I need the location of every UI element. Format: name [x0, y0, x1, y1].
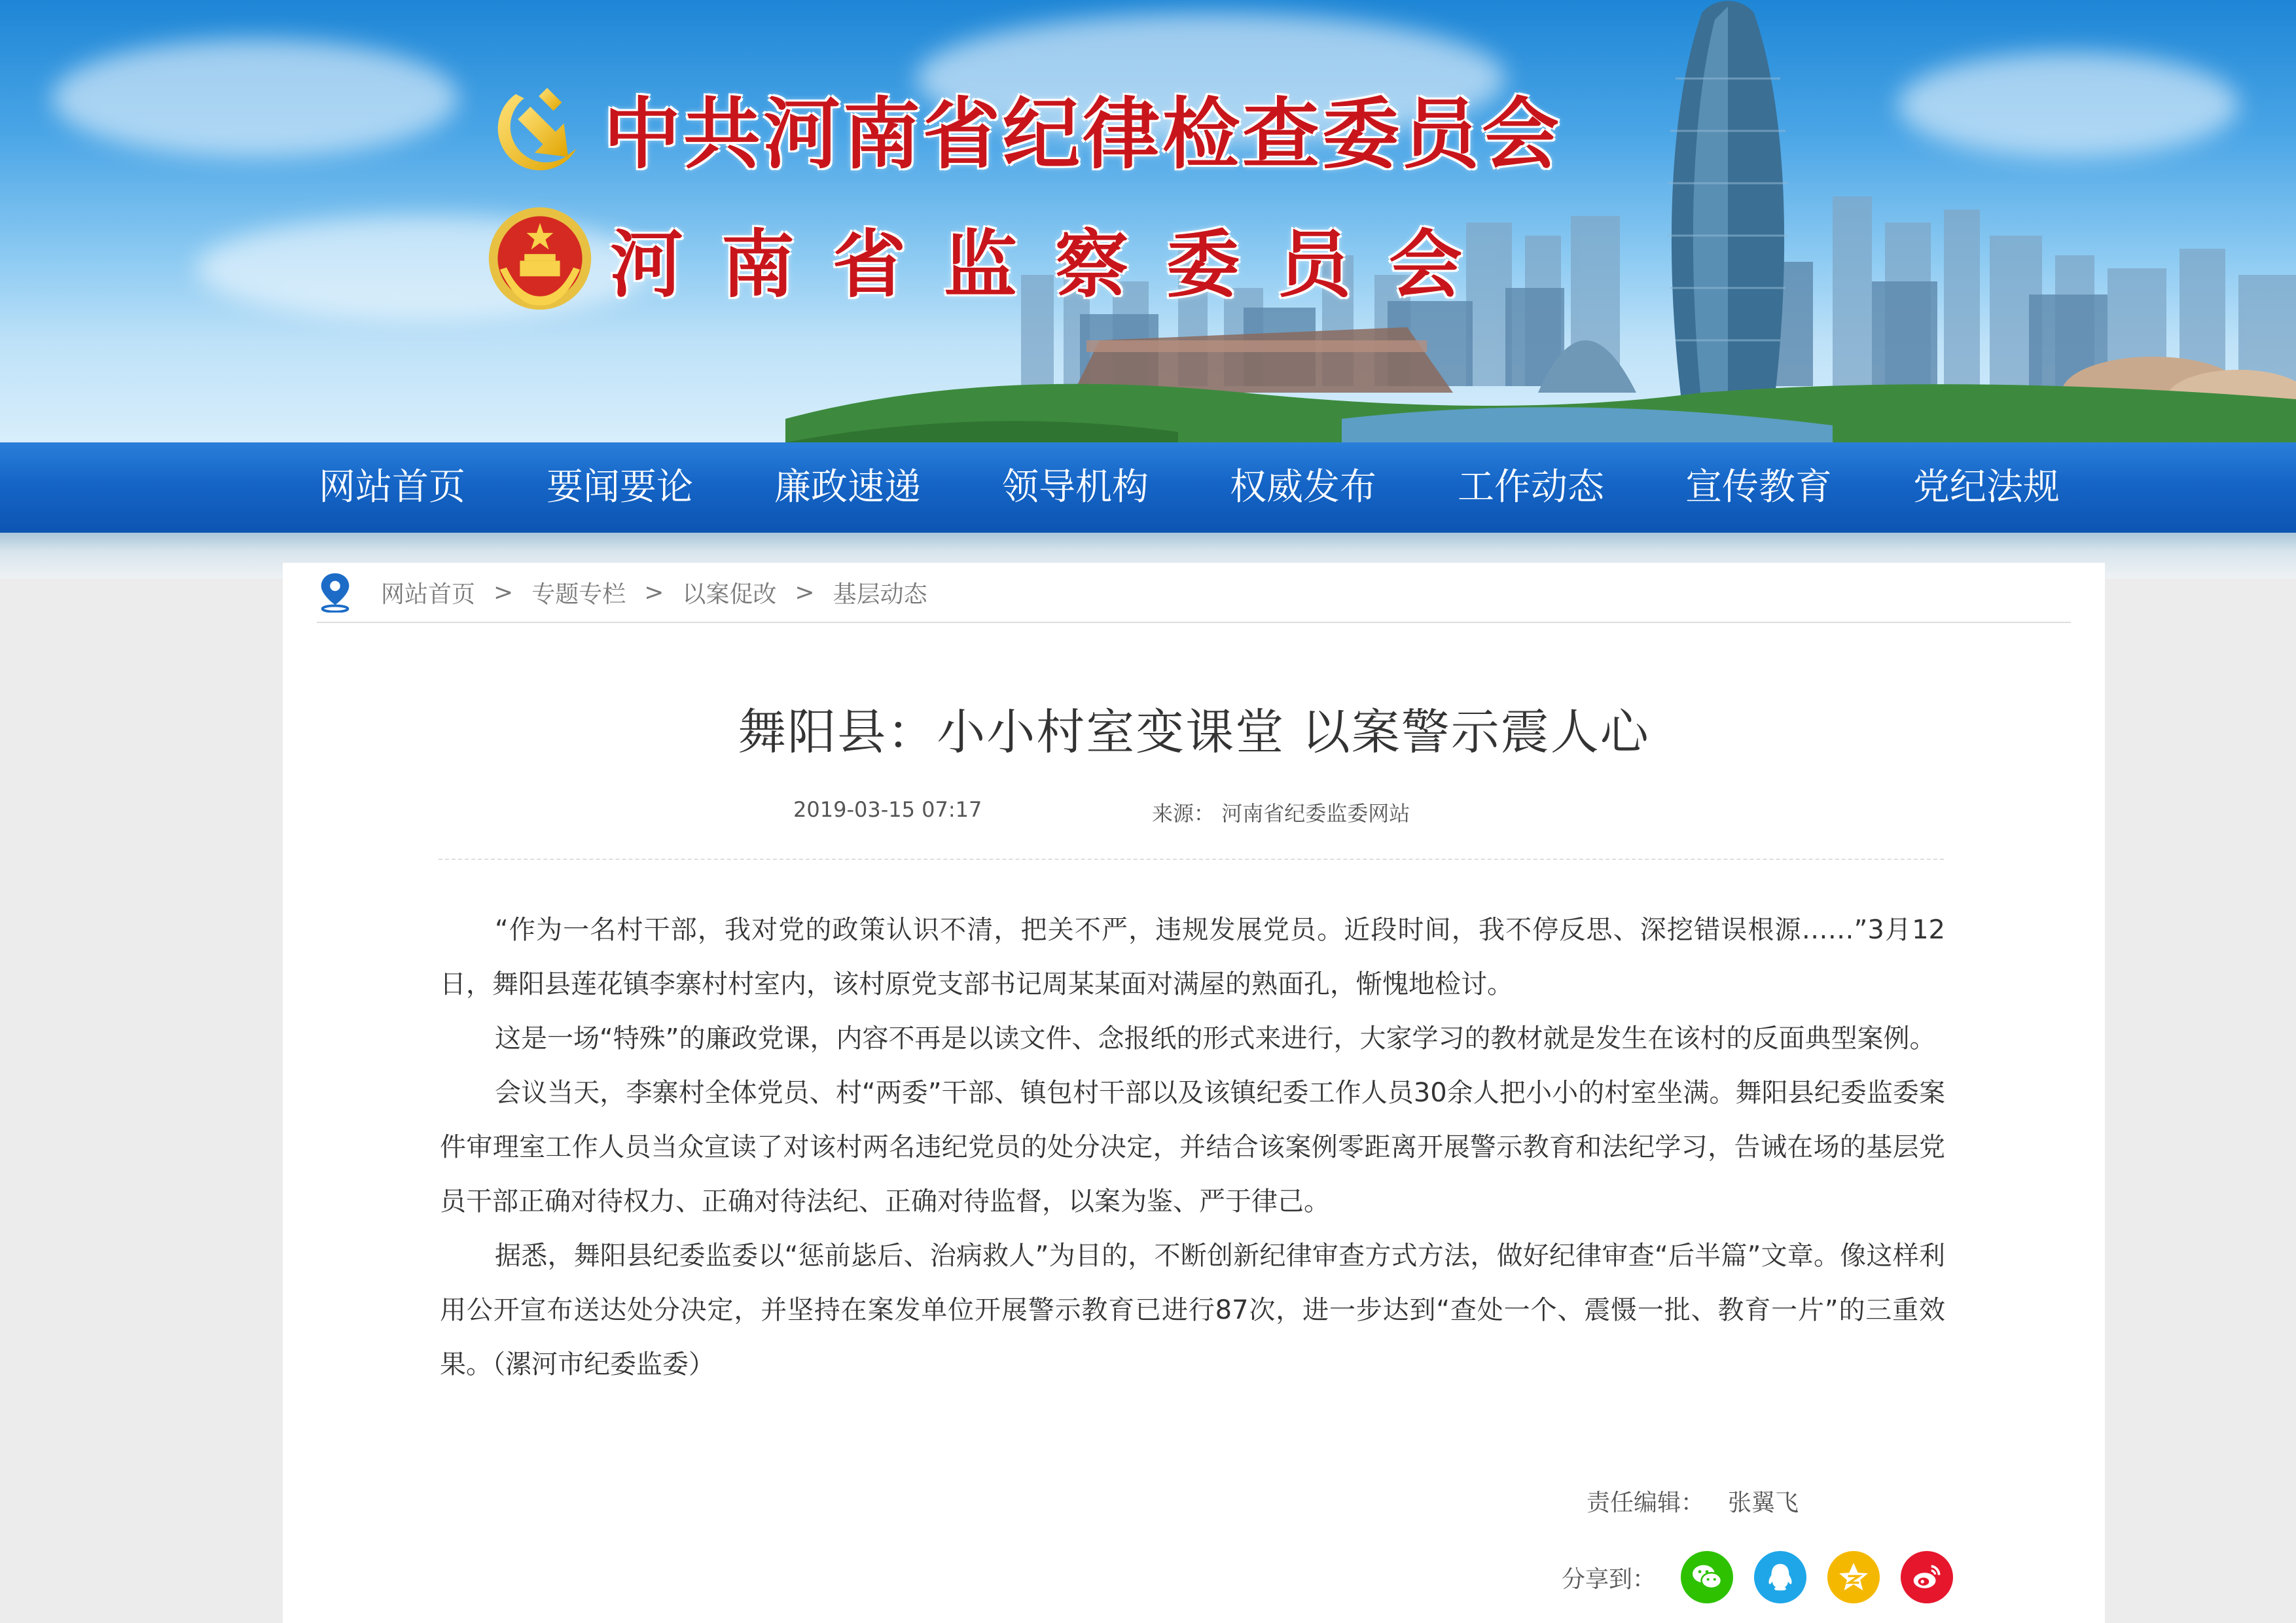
header-banner [0, 0, 2296, 442]
nav-item-home[interactable]: 网站首页 [319, 466, 465, 508]
share-weibo-button[interactable] [1901, 1551, 1953, 1603]
source-label: 来源： [1152, 801, 1215, 826]
responsible-editor [1587, 1484, 1799, 1518]
share-qzone-button[interactable] [1827, 1551, 1880, 1603]
party-title-row [484, 72, 1562, 183]
nav-item-leadership[interactable]: 领导机构 [1002, 466, 1149, 508]
national-emblem-icon [484, 203, 596, 314]
meta-divider [439, 859, 1944, 860]
share-label: 分享到： [1562, 1565, 1657, 1593]
nav-item-education[interactable]: 宣传教育 [1685, 466, 1832, 508]
qzone-icon [1836, 1560, 1871, 1595]
breadcrumb-case-reform[interactable]: 以案促改 [682, 580, 777, 608]
breadcrumb [317, 563, 2071, 623]
share-bar [1562, 1551, 1974, 1603]
content-panel [283, 563, 2105, 1623]
supervision-title-row [484, 203, 1500, 314]
nav-item-regulations[interactable]: 党纪法规 [1913, 466, 2060, 508]
article-title: 舞阳县：小小村室变课堂 以案警示震人心 [738, 704, 1650, 760]
article-paragraph: 会议当天，李寨村全体党员、村“两委”干部、镇包村干部以及该镇纪委工作人员30余人把小小的村室坐满。舞阳县纪委监委案件审理室工作人员当众宣读了对该村两名违纪党员的处分决定，并结合该案例零距离开展警示教育和法纪学习，告诫在场的基层党员干部正确对待权力、正确对待法纪、正确对待监督，以案为鉴、严于律己。 [440, 1078, 1945, 1217]
article-paragraph: “作为一名村干部，我对党的政策认识不清，把关不严，违规发展党员。近段时间，我不停反思、深挖错误根源……”3月12日，舞阳县莲花镇李寨村村室内，该村原党支部书记周某某面对满屋的熟面孔，惭愧地检讨。 [440, 915, 1945, 999]
editor-label: 责任编辑： [1587, 1489, 1705, 1516]
nav-item-work-updates[interactable]: 工作动态 [1458, 466, 1604, 508]
share-wechat-button[interactable] [1681, 1551, 1733, 1603]
article-meta [283, 797, 2105, 830]
main-nav [0, 442, 2296, 533]
breadcrumb-separator: > [493, 579, 514, 606]
wechat-icon [1689, 1560, 1725, 1595]
breadcrumb-home[interactable]: 网站首页 [381, 580, 476, 608]
breadcrumb-separator: > [795, 579, 815, 606]
nav-item-news[interactable]: 要闻要论 [547, 466, 693, 508]
nav-item-integrity-express[interactable]: 廉政速递 [774, 466, 921, 508]
party-emblem-icon [484, 75, 589, 180]
share-qq-button[interactable] [1754, 1551, 1806, 1603]
article-paragraph: 这是一场“特殊”的廉政党课，内容不再是以读文件、念报纸的形式来进行，大家学习的教材就是发生在该村的反面典型案例。 [495, 1024, 1936, 1054]
nav-item-official-release[interactable]: 权威发布 [1230, 466, 1376, 508]
weibo-icon [1909, 1560, 1945, 1595]
article-body [440, 903, 1945, 1392]
qq-icon [1763, 1560, 1798, 1595]
location-pin-icon [317, 572, 353, 613]
breadcrumb-separator: > [644, 579, 664, 606]
publish-date: 2019-03-15 07:17 [793, 797, 982, 822]
site-title-secondary: 河南省监察委员会 [610, 222, 1500, 308]
site-title-primary: 中共河南省纪律检查委员会 [603, 89, 1562, 179]
editor-name: 张翼飞 [1728, 1489, 1799, 1516]
breadcrumb-special-topics[interactable]: 专题专栏 [531, 580, 626, 608]
article-source [1152, 797, 1410, 827]
article-paragraph: 据悉，舞阳县纪委监委以“惩前毖后、治病救人”为目的，不断创新纪律审查方式方法，做好纪律审查“后半篇”文章。像这样利用公开宣布送达处分决定，并坚持在案发单位开展警示教育已进行87次，进一步达到“查处一个、震慑一批、教育一片”的三重效果。（漯河市纪委监委） [440, 1241, 1945, 1380]
source-name: 河南省纪委监委网站 [1221, 801, 1410, 826]
breadcrumb-grassroots[interactable]: 基层动态 [833, 580, 927, 608]
